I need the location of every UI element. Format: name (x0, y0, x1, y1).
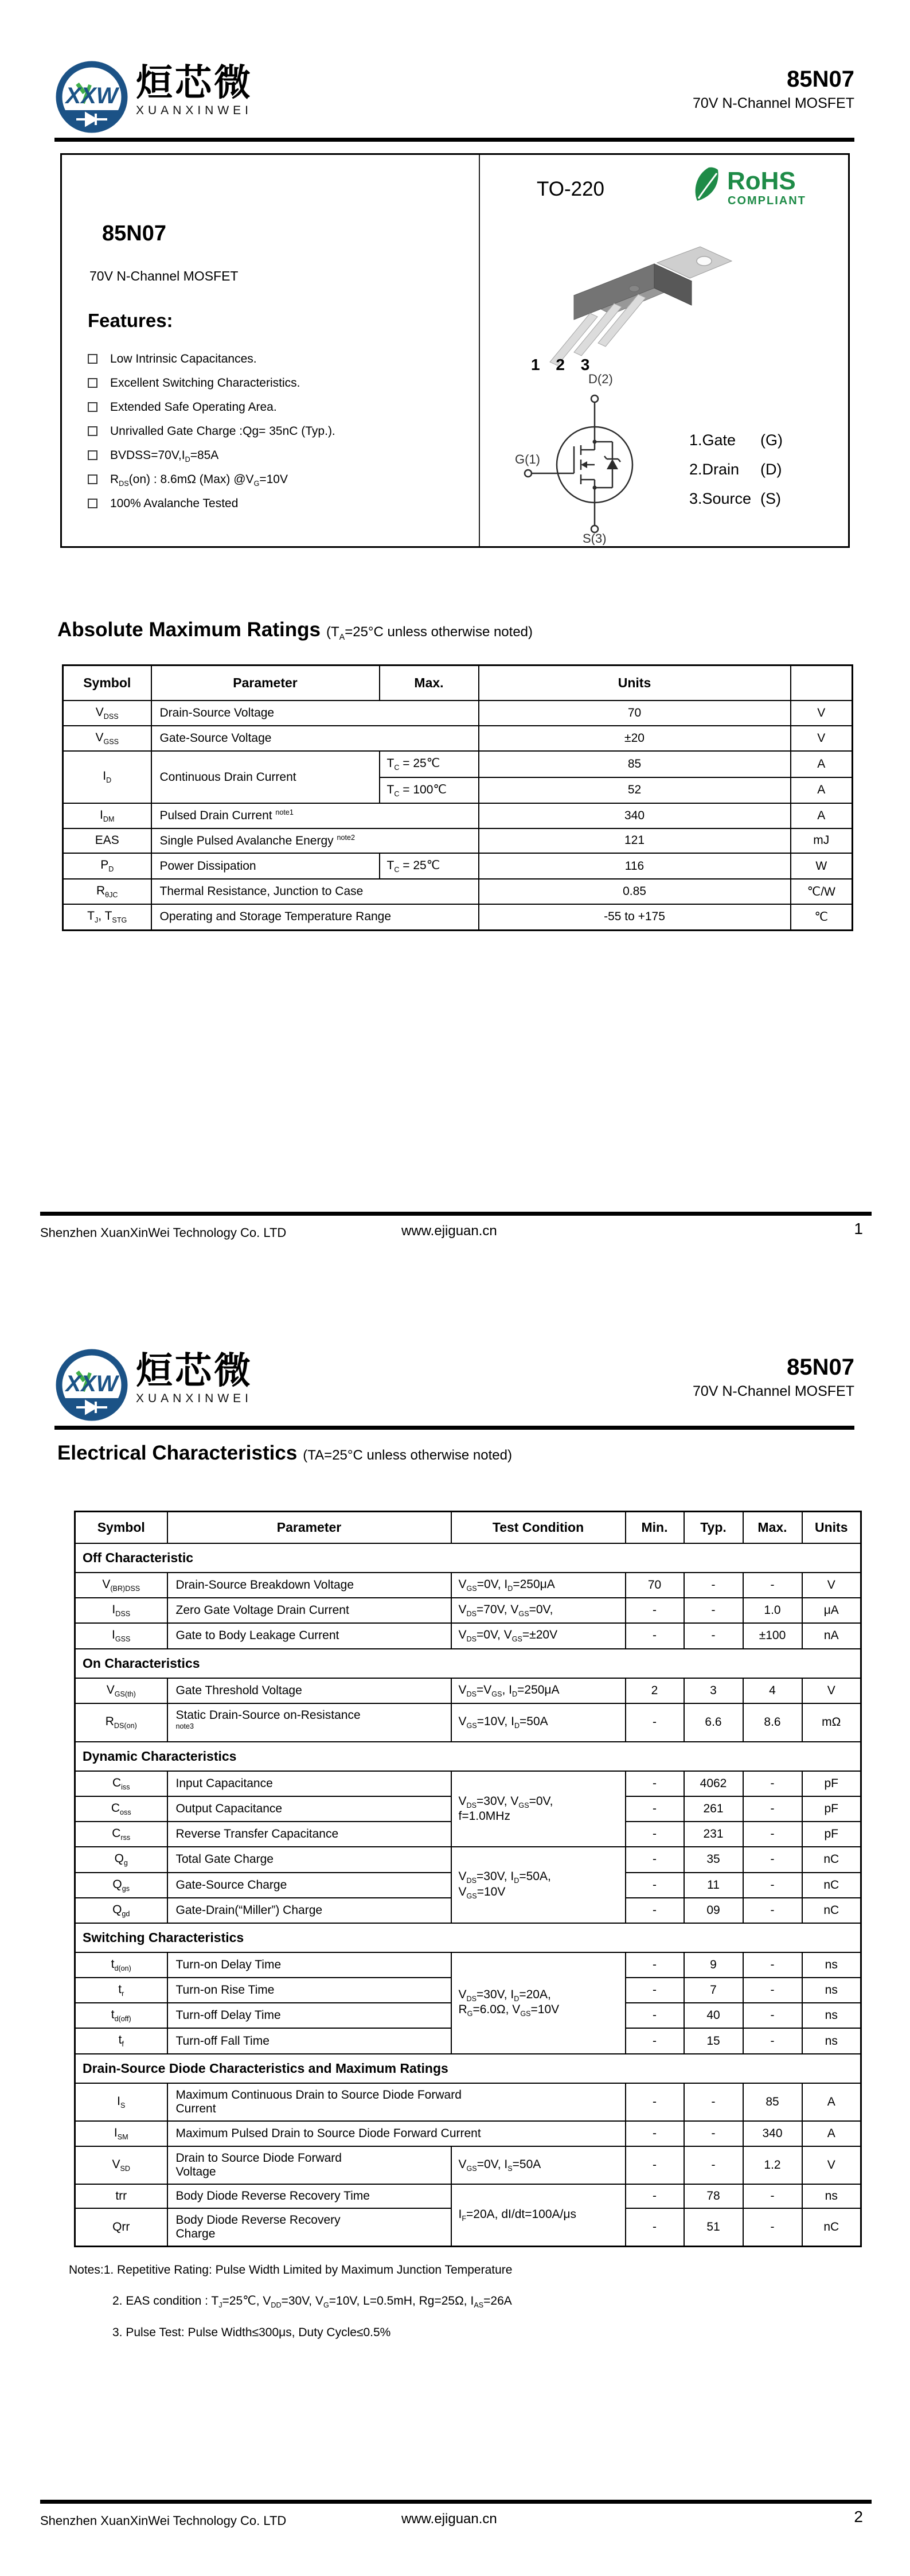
table-cell: 51 (684, 2208, 743, 2247)
schematic-source-label: S(3) (583, 531, 607, 545)
column-header: Symbol (75, 1512, 167, 1544)
footer-page-number: 1 (854, 1220, 863, 1238)
pin-legend-label: 1.Gate (689, 431, 736, 449)
elec-table (74, 1511, 862, 2247)
elec-row (75, 2184, 861, 2208)
feature-text: $BVDSS=70V,I_D=85A$ (110, 449, 219, 464)
feature-item (88, 425, 335, 449)
rohs-subtitle: COMPLIANT (728, 194, 806, 207)
table-cell: $V_{DS}=70V$, $V_{GS}=0V$, (451, 1598, 626, 1623)
table-cell: nC (802, 1847, 861, 1872)
table-cell: 8.6 (743, 1703, 802, 1742)
table-cell: EAS (63, 828, 151, 853)
header-part-subtitle: 70V N-Channel MOSFET (692, 95, 854, 111)
table-cell: Drain-Source Voltage (151, 701, 479, 726)
table-cell: 0.85 (479, 879, 791, 904)
table-cell: $I_{DSS}$ (75, 1598, 167, 1623)
table-cell: - (743, 2184, 802, 2208)
table-cell: $T_C$ = 25℃ (380, 751, 479, 777)
table-cell: $R_{DS(on)}$ (75, 1703, 167, 1742)
table-cell: $I_D$ (63, 751, 151, 803)
table-cell: A (791, 777, 853, 803)
table-cell: - (626, 2003, 684, 2028)
table-cell: - (626, 2146, 684, 2184)
table-cell: Body Diode Reverse Recovery Time (167, 2184, 451, 2208)
abs-max-row (63, 828, 853, 853)
abs-max-row (63, 879, 853, 904)
table-cell: 340 (743, 2121, 802, 2146)
table-cell: pF (802, 1796, 861, 1822)
table-cell: - (684, 1623, 743, 1648)
table-cell: 340 (479, 803, 791, 828)
header-rule (54, 138, 854, 142)
table-cell: ns (802, 2028, 861, 2053)
table-cell: 121 (479, 828, 791, 853)
table-cell: $V_{GS(th)}$ (75, 1678, 167, 1703)
feature-checkbox-icon (88, 499, 97, 508)
table-cell: 1.2 (743, 2146, 802, 2184)
table-cell: $t_{d(off)}$ (75, 2003, 167, 2028)
table-cell: A (791, 803, 853, 828)
table-cell: 2 (626, 1678, 684, 1703)
logo-letters: XXW (65, 1371, 118, 1396)
table-cell: 78 (684, 2184, 743, 2208)
table-cell: $Q_{gd}$ (75, 1898, 167, 1923)
header-part-number: 85N07 (787, 1355, 854, 1380)
feature-text: 100% Avalanche Tested (110, 497, 239, 510)
to220-package-image (540, 235, 735, 366)
table-cell: - (626, 1873, 684, 1898)
table-cell: Drain-Source Breakdown Voltage (167, 1573, 451, 1598)
abs-max-row (63, 904, 853, 930)
header-part-subtitle: 70V N-Channel MOSFET (692, 1383, 854, 1399)
table-cell: - (626, 1898, 684, 1923)
table-cell: $I_{DM}$ (63, 803, 151, 828)
column-header: Typ. (684, 1512, 743, 1544)
table-cell: V (802, 2146, 861, 2184)
table-cell: V (791, 701, 853, 726)
feature-checkbox-icon (88, 474, 97, 484)
feature-checkbox-icon (88, 354, 97, 364)
abs-max-row (63, 803, 853, 828)
table-cell: ℃/W (791, 879, 853, 904)
table-cell: - (743, 1796, 802, 1822)
table-cell: - (626, 2184, 684, 2208)
table-cell: 52 (479, 777, 791, 803)
schematic-drain-label: D(2) (588, 373, 613, 386)
table-cell: - (684, 1598, 743, 1623)
table-cell: - (626, 2208, 684, 2247)
header-part-number: 85N07 (787, 67, 854, 92)
features-title: Features: (88, 310, 173, 331)
table-cell: Single Pulsed Avalanche Energy $^{note2}$ (151, 828, 479, 853)
table-cell: 116 (479, 853, 791, 879)
table-cell: - (626, 1771, 684, 1796)
note-line: 2. EAS condition : $T_J=25℃$, $V_{DD}=30V$, $V_G=10V$, L=0.5mH, Rg=25Ω, $I_{AS}=26A$ (112, 2294, 512, 2310)
table-cell: 6.6 (684, 1703, 743, 1742)
elec-row (75, 2121, 861, 2146)
footer-rule (40, 1212, 872, 1216)
table-cell: 40 (684, 2003, 743, 2028)
table-cell: - (743, 2003, 802, 2028)
table-cell: Off Characteristic (75, 1543, 861, 1573)
brand-en-name: XUANXINWEI (136, 104, 253, 117)
table-cell: 231 (684, 1822, 743, 1847)
table-cell: ns (802, 1978, 861, 2003)
table-cell: - (743, 1573, 802, 1598)
table-cell: - (626, 1822, 684, 1847)
brand-logo-text (136, 60, 253, 118)
table-cell: nC (802, 1898, 861, 1923)
table-cell: $V_{DS}=0V$, $V_{GS}=\pm 20V$ (451, 1623, 626, 1648)
table-cell: 70 (479, 701, 791, 726)
table-cell: V (791, 726, 853, 751)
footer-website: www.ejiguan.cn (401, 2511, 497, 2527)
table-cell: Maximum Continuous Drain to Source Diode Forward Current (167, 2083, 626, 2121)
table-cell: Output Capacitance (167, 1796, 451, 1822)
table-cell: - (684, 2083, 743, 2121)
table-cell: Turn-on Delay Time (167, 1952, 451, 1978)
abs-max-row (63, 726, 853, 751)
table-cell: nA (802, 1623, 861, 1648)
pin-legend-code: (S) (760, 490, 781, 507)
table-cell: - (743, 1771, 802, 1796)
footer-company: Shenzhen XuanXinWei Technology Co. LTD (40, 2513, 287, 2528)
abs-max-header-row (63, 666, 853, 701)
table-cell: nC (802, 2208, 861, 2247)
abs-max-title: Absolute Maximum Ratings (57, 618, 321, 641)
abs-max-title-note: ($T_A=25^\circ C$ unless otherwise noted) (326, 624, 533, 642)
table-cell: $Q_g$ (75, 1847, 167, 1872)
table-cell: $V_{DS}=30V$, $I_D=20A$, $R_G=6.0\Omega$, $V_{GS}=10V$ (451, 1952, 626, 2054)
table-cell: - (743, 1898, 802, 1923)
pin-legend (689, 431, 783, 519)
table-cell: $V_{SD}$ (75, 2146, 167, 2184)
table-cell: Reverse Transfer Capacitance (167, 1822, 451, 1847)
column-header: Max. (380, 666, 479, 701)
table-cell: V (802, 1573, 861, 1598)
table-cell: A (791, 751, 853, 777)
elec-section-row (75, 1742, 861, 1771)
table-cell: mΩ (802, 1703, 861, 1742)
table-cell: Gate-Source Charge (167, 1873, 451, 1898)
table-cell: - (626, 1978, 684, 2003)
table-cell: - (626, 2121, 684, 2146)
table-cell: Total Gate Charge (167, 1847, 451, 1872)
footer-website: www.ejiguan.cn (401, 1223, 497, 1239)
table-cell: 9 (684, 1952, 743, 1978)
table-cell: Turn-on Rise Time (167, 1978, 451, 2003)
pin-legend-label: 2.Drain (689, 461, 740, 478)
pin-legend-code: (G) (760, 431, 783, 449)
table-cell: - (743, 2208, 802, 2247)
pin-legend-item (689, 461, 783, 490)
product-box-divider (479, 155, 480, 546)
table-cell: ±100 (743, 1623, 802, 1648)
table-cell: ns (802, 1952, 861, 1978)
table-cell: ℃ (791, 904, 853, 930)
table-cell: Static Drain-Source on-Resistance $^{note3}$ (167, 1703, 451, 1742)
pin-legend-item (689, 490, 783, 519)
elec-row (75, 1952, 861, 1978)
pin-legend-item (689, 431, 783, 461)
table-cell: $V_{GS}=10V$, $I_D=50A$ (451, 1703, 626, 1742)
feature-checkbox-icon (88, 450, 97, 460)
product-box (60, 153, 850, 548)
brand-cn-name: 烜芯微 (136, 1350, 253, 1391)
table-cell: ns (802, 2003, 861, 2028)
elec-title: Electrical Characteristics (57, 1442, 298, 1464)
table-cell: 85 (743, 2083, 802, 2121)
table-cell: $V_{GS}=0V$, $I_D=250\mu A$ (451, 1573, 626, 1598)
elec-section-row (75, 1649, 861, 1678)
table-cell: $V_{GSS}$ (63, 726, 151, 751)
table-cell: Dynamic Characteristics (75, 1742, 861, 1771)
table-cell: - (626, 1796, 684, 1822)
table-cell: $t_{d(on)}$ (75, 1952, 167, 1978)
feature-text: $R_{DS}(on)$ : 8.6mΩ (Max) $@V_G=10V$ (110, 473, 288, 488)
table-cell: Power Dissipation (151, 853, 380, 879)
schematic-gate-label: G(1) (515, 452, 540, 466)
table-cell: - (743, 2028, 802, 2053)
note-line: 3. Pulse Test: Pulse Width≤300μs, Duty Cycle≤0.5% (112, 2326, 391, 2340)
product-part-number: 85N07 (102, 221, 166, 246)
table-cell: - (626, 1623, 684, 1648)
table-cell: W (791, 853, 853, 879)
table-cell: $V_{DS}=30V$, $V_{GS}=0V$, f=1.0MHz (451, 1771, 626, 1847)
datasheet-page-2 (0, 1288, 910, 2576)
table-cell: - (626, 1598, 684, 1623)
header-part-block (693, 1355, 854, 1400)
elec-row (75, 1847, 861, 1872)
table-cell: Thermal Resistance, Junction to Case (151, 879, 479, 904)
table-cell: 3 (684, 1678, 743, 1703)
table-cell: 4 (743, 1678, 802, 1703)
table-cell: 4062 (684, 1771, 743, 1796)
table-cell: A (802, 2083, 861, 2121)
table-cell: - (626, 1703, 684, 1742)
note-line: Notes:1. Repetitive Rating: Pulse Width Limited by Maximum Junction Temperature (69, 2263, 513, 2277)
elec-title-row (57, 1442, 512, 1465)
column-header: Units (479, 666, 791, 701)
column-header: Parameter (167, 1512, 451, 1544)
feature-checkbox-icon (88, 426, 97, 436)
rohs-title: RoHS (727, 167, 796, 195)
feature-item (88, 376, 335, 400)
product-subtitle: 70V N-Channel MOSFET (89, 269, 239, 283)
table-cell: $I_{GSS}$ (75, 1623, 167, 1648)
table-cell: trr (75, 2184, 167, 2208)
table-cell: - (743, 1952, 802, 1978)
xxw-logo-icon (54, 60, 129, 134)
brand-en-name: XUANXINWEI (136, 1392, 253, 1405)
table-cell: Switching Characteristics (75, 1923, 861, 1952)
xxw-logo-icon (54, 1348, 129, 1422)
table-cell: - (743, 1978, 802, 2003)
column-header: Symbol (63, 666, 151, 701)
footer-company: Shenzhen XuanXinWei Technology Co. LTD (40, 1225, 287, 1240)
table-cell: - (684, 2146, 743, 2184)
table-cell: $T_C$ = 25℃ (380, 853, 479, 879)
elec-title-note: (TA=25°C unless otherwise noted) (303, 1447, 512, 1463)
feature-item (88, 352, 335, 376)
table-cell: $C_{oss}$ (75, 1796, 167, 1822)
table-cell: - (743, 1873, 802, 1898)
brand-logo (54, 60, 253, 134)
table-cell: $V_{DSS}$ (63, 701, 151, 726)
table-cell: Turn-off Delay Time (167, 2003, 451, 2028)
feature-text: Low Intrinsic Capacitances. (110, 352, 257, 365)
abs-max-title-row (57, 618, 533, 642)
table-cell: $t_f$ (75, 2028, 167, 2053)
table-cell: 261 (684, 1796, 743, 1822)
table-cell: $Q_{gs}$ (75, 1873, 167, 1898)
table-cell: μA (802, 1598, 861, 1623)
table-cell: ns (802, 2184, 861, 2208)
table-cell: Drain to Source Diode Forward Voltage (167, 2146, 451, 2184)
table-cell: $C_{iss}$ (75, 1771, 167, 1796)
feature-item (88, 449, 335, 473)
brand-logo (54, 1348, 253, 1422)
column-header: Parameter (151, 666, 380, 701)
table-cell: $I_F=20A$, dI/dt=100A/μs (451, 2184, 626, 2247)
abs-max-row (63, 701, 853, 726)
table-cell: $V_{DS}=V_{GS}$, $I_D=250\mu A$ (451, 1678, 626, 1703)
elec-row (75, 1703, 861, 1742)
feature-checkbox-icon (88, 378, 97, 388)
mosfet-symbol (514, 373, 646, 545)
abs-max-row (63, 853, 853, 879)
notes-block (69, 2263, 512, 2356)
pin-legend-code: (D) (760, 461, 782, 478)
elec-section-row (75, 1543, 861, 1573)
table-cell: ±20 (479, 726, 791, 751)
table-cell: 09 (684, 1898, 743, 1923)
table-cell: Gate to Body Leakage Current (167, 1623, 451, 1648)
pin-legend-label: 3.Source (689, 490, 752, 507)
column-header: Min. (626, 1512, 684, 1544)
brand-logo-text (136, 1348, 253, 1406)
table-cell: 11 (684, 1873, 743, 1898)
elec-row (75, 1573, 861, 1598)
table-cell: $C_{rss}$ (75, 1822, 167, 1847)
feature-item (88, 400, 335, 425)
feature-text: Extended Safe Operating Area. (110, 400, 277, 414)
table-cell: $V_{(BR)DSS}$ (75, 1573, 167, 1598)
table-cell: Operating and Storage Temperature Range (151, 904, 479, 930)
elec-row (75, 2146, 861, 2184)
table-cell: $I_S$ (75, 2083, 167, 2121)
elec-row (75, 1598, 861, 1623)
column-header: Units (802, 1512, 861, 1544)
table-cell: - (626, 2028, 684, 2053)
column-header: Max. (743, 1512, 802, 1544)
table-cell: Continuous Drain Current (151, 751, 380, 803)
package-name: TO-220 (537, 178, 605, 200)
table-cell: - (626, 1847, 684, 1872)
feature-checkbox-icon (88, 402, 97, 412)
table-cell: nC (802, 1873, 861, 1898)
table-cell: $P_D$ (63, 853, 151, 879)
elec-row (75, 1678, 861, 1703)
header-rule (54, 1426, 854, 1430)
table-cell: Zero Gate Voltage Drain Current (167, 1598, 451, 1623)
abs-max-table (62, 664, 853, 931)
rohs-compliant-icon (692, 165, 829, 210)
table-cell: 85 (479, 751, 791, 777)
table-cell: Qrr (75, 2208, 167, 2247)
table-cell: 1.0 (743, 1598, 802, 1623)
logo-letters: XXW (65, 83, 118, 108)
table-cell: $T_J$, $T_{STG}$ (63, 904, 151, 930)
table-cell: -55 to +175 (479, 904, 791, 930)
table-cell: Pulsed Drain Current $^{note1}$ (151, 803, 479, 828)
elec-section-row (75, 2054, 861, 2083)
table-cell: Body Diode Reverse Recovery Charge (167, 2208, 451, 2247)
table-cell: pF (802, 1822, 861, 1847)
table-cell: $I_{SM}$ (75, 2121, 167, 2146)
table-cell: 7 (684, 1978, 743, 2003)
table-cell: Input Capacitance (167, 1771, 451, 1796)
table-cell: Gate-Source Voltage (151, 726, 479, 751)
table-cell: Turn-off Fall Time (167, 2028, 451, 2053)
table-cell: $T_C$ = 100℃ (380, 777, 479, 803)
table-cell: 35 (684, 1847, 743, 1872)
table-cell: Maximum Pulsed Drain to Source Diode Forward Current (167, 2121, 626, 2146)
elec-header-row (75, 1512, 861, 1544)
table-cell: $V_{DS}=30V$, $I_D=50A$, $V_{GS}=10V$ (451, 1847, 626, 1923)
pin-number-labels: 1 2 3 (531, 356, 590, 373)
elec-row (75, 1623, 861, 1648)
table-cell: V (802, 1678, 861, 1703)
table-cell: On Characteristics (75, 1649, 861, 1678)
table-cell: Gate-Drain(“Miller”) Charge (167, 1898, 451, 1923)
elec-row (75, 2083, 861, 2121)
table-cell: Gate Threshold Voltage (167, 1678, 451, 1703)
table-cell: Drain-Source Diode Characteristics and Maximum Ratings (75, 2054, 861, 2083)
table-cell: A (802, 2121, 861, 2146)
feature-item (88, 473, 335, 497)
table-cell: $V_{GS}=0V$, $I_S=50A$ (451, 2146, 626, 2184)
footer-rule (40, 2500, 872, 2504)
table-cell: mJ (791, 828, 853, 853)
elec-row (75, 1771, 861, 1796)
elec-section-row (75, 1923, 861, 1952)
table-cell: $t_r$ (75, 1978, 167, 2003)
brand-cn-name: 烜芯微 (136, 62, 253, 103)
abs-max-row (63, 751, 853, 777)
table-cell: - (684, 1573, 743, 1598)
table-cell: - (743, 1847, 802, 1872)
footer-page-number: 2 (854, 2508, 863, 2526)
table-cell: 70 (626, 1573, 684, 1598)
table-cell: - (626, 1952, 684, 1978)
table-cell: pF (802, 1771, 861, 1796)
features-list (88, 352, 335, 521)
header-part-block (693, 67, 854, 112)
table-cell: - (626, 2083, 684, 2121)
table-cell: - (684, 2121, 743, 2146)
table-cell: 15 (684, 2028, 743, 2053)
column-header: Test Condition (451, 1512, 626, 1544)
table-cell: $R_{\theta JC}$ (63, 879, 151, 904)
feature-text: Excellent Switching Characteristics. (110, 376, 300, 390)
table-cell: - (743, 1822, 802, 1847)
feature-text: Unrivalled Gate Charge :Qg= 35nC (Typ.). (110, 425, 335, 438)
feature-item (88, 497, 335, 521)
